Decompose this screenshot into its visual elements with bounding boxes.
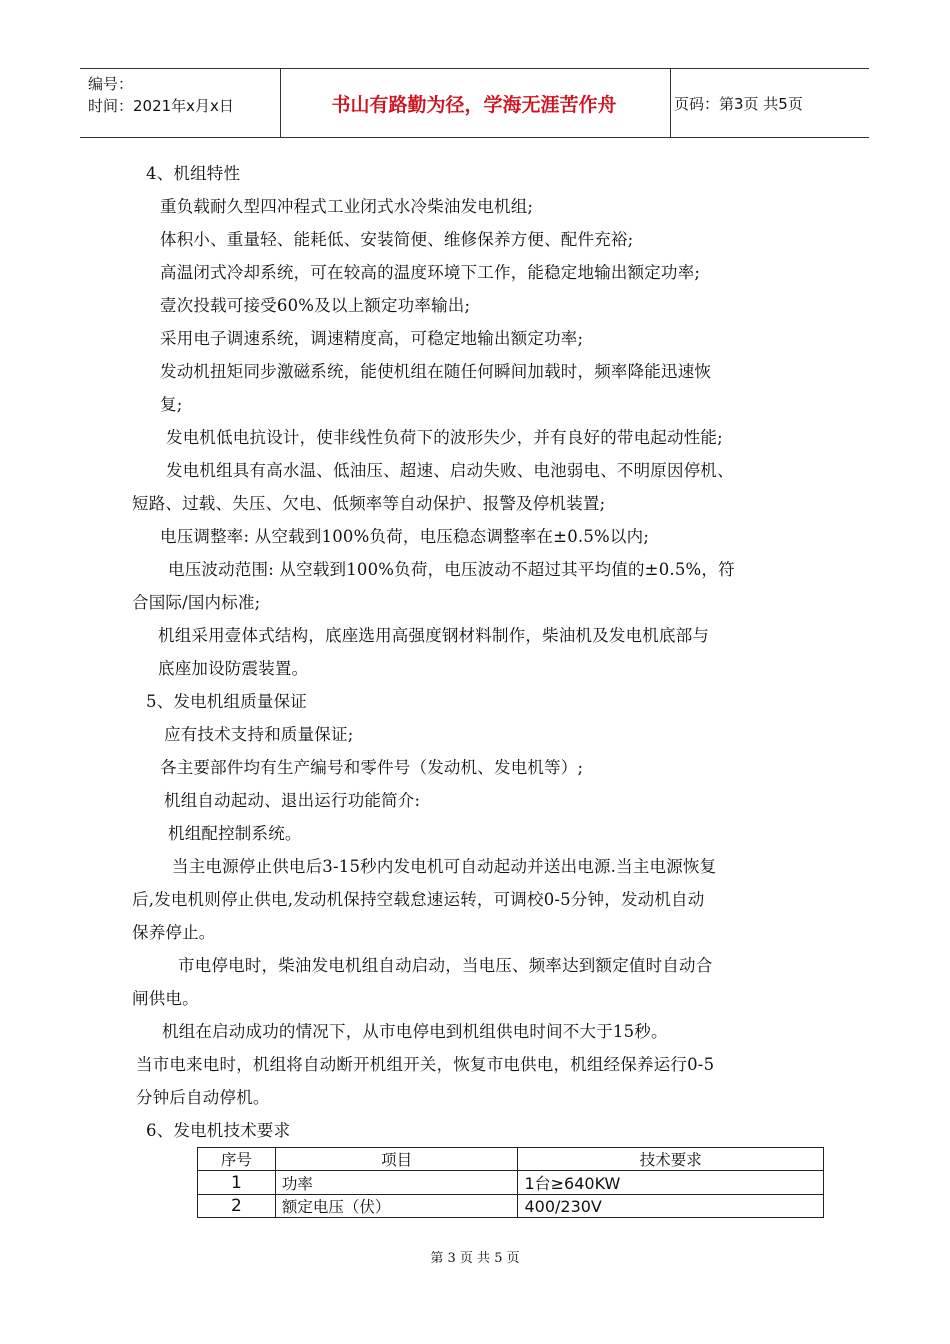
column-header-item: 项目 (275, 1148, 518, 1171)
paragraph-line: 闸供电。 (132, 989, 199, 1008)
doc-time-label: 时间：2021年x月x日 (88, 97, 234, 115)
technical-requirements-table (197, 1147, 824, 1218)
row-index: 2 (198, 1195, 276, 1218)
paragraph-line: 电压波动范围: 从空载到100%负荷，电压波动不超过其平均值的±0.5%，符 (168, 560, 735, 579)
paragraph-line: 机组采用壹体式结构，底座选用高强度钢材料制作，柴油机及发电机底部与 (158, 626, 710, 645)
paragraph-line: 应有技术支持和质量保证; (164, 725, 354, 744)
row-requirement: 1台≥640KW (518, 1171, 824, 1195)
paragraph-line: 当市电来电时，机组将自动断开机组开关，恢复市电供电，机组经保养运行0-5 (136, 1055, 715, 1074)
paragraph-line: 高温闭式冷却系统，可在较高的温度环境下工作，能稳定地输出额定功率; (160, 263, 701, 282)
paragraph-line: 重负载耐久型四冲程式工业闭式水冷柴油发电机组; (160, 197, 534, 216)
header-info (88, 73, 234, 117)
paragraph-line: 各主要部件均有生产编号和零件号（发动机、发电机等）; (160, 758, 584, 777)
column-header-index: 序号 (198, 1148, 276, 1171)
paragraph-line: 市电停电时，柴油发电机组自动启动，当电压、频率达到额定值时自动合 (178, 956, 713, 975)
paragraph-line: 短路、过载、失压、欠电、低频率等自动保护、报警及停机装置; (132, 494, 606, 513)
paragraph-line: 发电机组具有高水温、低油压、超速、启动失败、电池弱电、不明原因停机、 (166, 461, 734, 480)
paragraph-line: 采用电子调速系统，调速精度高，可稳定地输出额定功率; (160, 329, 584, 348)
paragraph-line: 复; (160, 395, 183, 414)
paragraph-line: 电压调整率: 从空载到100%负荷，电压稳态调整率在±0.5%以内; (160, 527, 650, 546)
row-item: 额定电压（伏） (275, 1195, 518, 1218)
table-row (198, 1195, 824, 1218)
paragraph-line: 机组自动起动、退出运行功能简介: (164, 791, 421, 810)
column-header-requirement: 技术要求 (518, 1148, 824, 1171)
page-header (80, 68, 869, 138)
table-header-row (198, 1148, 824, 1171)
paragraph-line: 合国际/国内标准; (132, 593, 261, 612)
row-item: 功率 (275, 1171, 518, 1195)
paragraph-line: 保养停止。 (132, 923, 216, 942)
paragraph-line: 发动机扭矩同步激磁系统，能使机组在随任何瞬间加载时，频率降能迅速恢 (160, 362, 712, 381)
paragraph-line: 当主电源停止供电后3-15秒内发电机可自动起动并送出电源.当主电源恢复 (172, 857, 717, 876)
header-motto: 书山有路勤为径，学海无涯苦作舟 (331, 93, 617, 116)
paragraph-line: 后,发电机则停止供电,发动机保持空载怠速运转，可调校0-5分钟，发动机自动 (132, 890, 705, 909)
paragraph-line: 发电机低电抗设计，使非线性负荷下的波形失少，并有良好的带电起动性能; (166, 428, 723, 447)
paragraph-line: 机组配控制系统。 (168, 824, 302, 843)
paragraph-line: 壹次投载可接受60%及以上额定功率输出; (160, 296, 471, 315)
header-page-number: 页码：第3页 共5页 (674, 94, 803, 113)
section-heading: 4、机组特性 (146, 164, 241, 183)
section-heading: 5、发电机组质量保证 (146, 692, 307, 711)
row-requirement: 400/230V (518, 1195, 824, 1218)
paragraph-line: 分钟后自动停机。 (136, 1088, 270, 1107)
paragraph-line: 底座加设防震装置。 (158, 659, 309, 678)
paragraph-line: 机组在启动成功的情况下，从市电停电到机组供电时间不大于15秒。 (162, 1022, 668, 1041)
page-footer: 第 3 页 共 5 页 (430, 1251, 520, 1266)
paragraph-line: 体积小、重量轻、能耗低、安装简便、维修保养方便、配件充裕; (160, 230, 634, 249)
doc-number-label: 编号： (88, 75, 134, 93)
section-heading: 6、发电机技术要求 (146, 1121, 291, 1140)
row-index: 1 (198, 1171, 276, 1195)
table-row (198, 1171, 824, 1195)
